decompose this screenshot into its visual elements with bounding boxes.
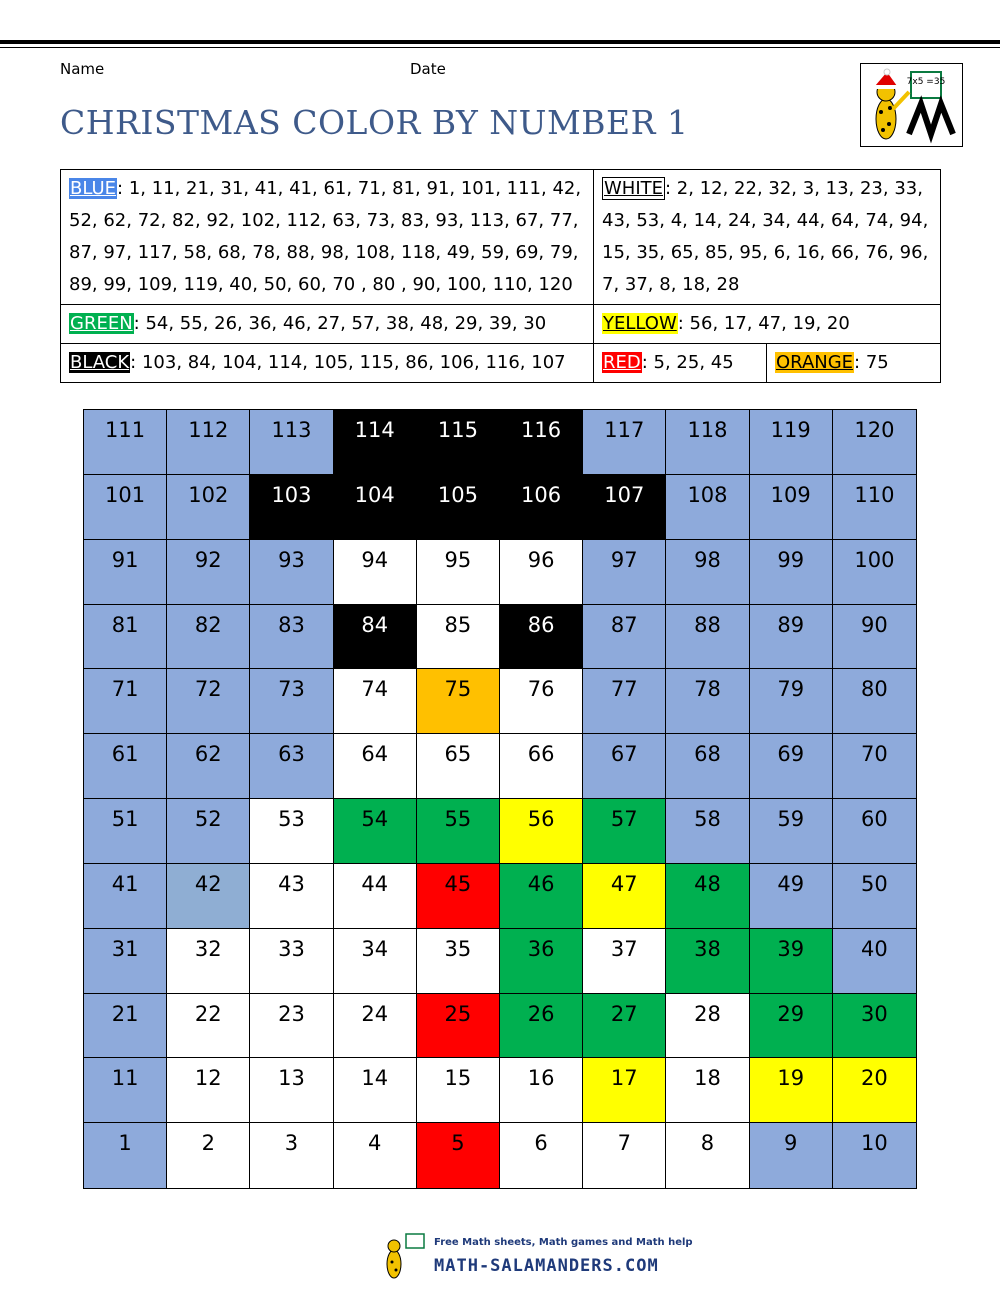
key-yellow bbox=[594, 305, 941, 344]
grid-cell-17: 17 bbox=[583, 1058, 666, 1123]
grid-cell-43: 43 bbox=[250, 864, 333, 929]
grid-cell-29: 29 bbox=[750, 994, 833, 1059]
grid-cell-28: 28 bbox=[666, 994, 749, 1059]
grid-cell-34: 34 bbox=[334, 929, 417, 994]
grid-cell-56: 56 bbox=[500, 799, 583, 864]
color-key-table bbox=[60, 169, 941, 383]
grid-cell-103: 103 bbox=[250, 475, 333, 540]
grid-cell-87: 87 bbox=[583, 605, 666, 670]
grid-cell-32: 32 bbox=[167, 929, 250, 994]
grid-cell-12: 12 bbox=[167, 1058, 250, 1123]
grid-cell-70: 70 bbox=[833, 734, 916, 799]
grid-cell-105: 105 bbox=[417, 475, 500, 540]
top-rule-thin bbox=[0, 47, 1000, 48]
grid-cell-97: 97 bbox=[583, 540, 666, 605]
grid-cell-24: 24 bbox=[334, 994, 417, 1059]
grid-cell-51: 51 bbox=[84, 799, 167, 864]
grid-cell-83: 83 bbox=[250, 605, 333, 670]
grid-cell-66: 66 bbox=[500, 734, 583, 799]
grid-cell-22: 22 bbox=[167, 994, 250, 1059]
grid-cell-6: 6 bbox=[500, 1123, 583, 1188]
grid-cell-37: 37 bbox=[583, 929, 666, 994]
key-black-label: BLACK bbox=[70, 352, 130, 373]
grid-cell-107: 107 bbox=[583, 475, 666, 540]
grid-cell-71: 71 bbox=[84, 669, 167, 734]
key-yellow-label: YELLOW bbox=[603, 313, 677, 334]
grid-cell-110: 110 bbox=[833, 475, 916, 540]
grid-cell-5: 5 bbox=[417, 1123, 500, 1188]
grid-cell-20: 20 bbox=[833, 1058, 916, 1123]
date-label: Date bbox=[410, 60, 446, 78]
grid-cell-113: 113 bbox=[250, 410, 333, 475]
grid-cell-73: 73 bbox=[250, 669, 333, 734]
grid-cell-84: 84 bbox=[334, 605, 417, 670]
grid-cell-62: 62 bbox=[167, 734, 250, 799]
grid-cell-8: 8 bbox=[666, 1123, 749, 1188]
grid-cell-77: 77 bbox=[583, 669, 666, 734]
grid-cell-31: 31 bbox=[84, 929, 167, 994]
grid-cell-117: 117 bbox=[583, 410, 666, 475]
grid-cell-72: 72 bbox=[167, 669, 250, 734]
key-red bbox=[594, 344, 767, 383]
key-white bbox=[594, 170, 941, 305]
key-green bbox=[61, 305, 594, 344]
grid-cell-119: 119 bbox=[750, 410, 833, 475]
grid-cell-75: 75 bbox=[417, 669, 500, 734]
grid-cell-4: 4 bbox=[334, 1123, 417, 1188]
grid-cell-36: 36 bbox=[500, 929, 583, 994]
key-orange-numbers: : 75 bbox=[854, 352, 889, 373]
grid-cell-95: 95 bbox=[417, 540, 500, 605]
grid-cell-91: 91 bbox=[84, 540, 167, 605]
grid-cell-106: 106 bbox=[500, 475, 583, 540]
key-red-label: RED bbox=[603, 352, 641, 373]
grid-cell-81: 81 bbox=[84, 605, 167, 670]
grid-cell-10: 10 bbox=[833, 1123, 916, 1188]
key-red-numbers: : 5, 25, 45 bbox=[641, 352, 734, 373]
grid-cell-52: 52 bbox=[167, 799, 250, 864]
grid-cell-59: 59 bbox=[750, 799, 833, 864]
key-white-label: WHITE bbox=[604, 178, 664, 199]
grid-cell-88: 88 bbox=[666, 605, 749, 670]
grid-cell-67: 67 bbox=[583, 734, 666, 799]
grid-cell-46: 46 bbox=[500, 864, 583, 929]
grid-cell-96: 96 bbox=[500, 540, 583, 605]
grid-cell-42: 42 bbox=[167, 864, 250, 929]
footer-salamander-icon bbox=[380, 1232, 428, 1282]
grid-cell-35: 35 bbox=[417, 929, 500, 994]
grid-cell-47: 47 bbox=[583, 864, 666, 929]
grid-cell-109: 109 bbox=[750, 475, 833, 540]
grid-cell-25: 25 bbox=[417, 994, 500, 1059]
grid-cell-11: 11 bbox=[84, 1058, 167, 1123]
grid-cell-58: 58 bbox=[666, 799, 749, 864]
grid-cell-40: 40 bbox=[833, 929, 916, 994]
key-orange-label: ORANGE bbox=[776, 352, 854, 373]
grid-cell-30: 30 bbox=[833, 994, 916, 1059]
color-number-grid bbox=[83, 409, 917, 1189]
key-black-numbers: : 103, 84, 104, 114, 105, 115, 86, 106, 116, 107 bbox=[130, 352, 566, 373]
grid-cell-116: 116 bbox=[500, 410, 583, 475]
grid-cell-18: 18 bbox=[666, 1058, 749, 1123]
grid-cell-21: 21 bbox=[84, 994, 167, 1059]
grid-cell-49: 49 bbox=[750, 864, 833, 929]
grid-cell-68: 68 bbox=[666, 734, 749, 799]
grid-cell-53: 53 bbox=[250, 799, 333, 864]
grid-cell-27: 27 bbox=[583, 994, 666, 1059]
grid-cell-102: 102 bbox=[167, 475, 250, 540]
grid-cell-38: 38 bbox=[666, 929, 749, 994]
top-rule bbox=[0, 40, 1000, 44]
grid-cell-64: 64 bbox=[334, 734, 417, 799]
grid-cell-15: 15 bbox=[417, 1058, 500, 1123]
grid-cell-108: 108 bbox=[666, 475, 749, 540]
grid-cell-45: 45 bbox=[417, 864, 500, 929]
grid-cell-50: 50 bbox=[833, 864, 916, 929]
footer-brand: MATH-SALAMANDERS.COM bbox=[434, 1256, 659, 1276]
grid-cell-80: 80 bbox=[833, 669, 916, 734]
key-black bbox=[61, 344, 594, 383]
key-blue-label: BLUE bbox=[70, 178, 117, 199]
key-blue bbox=[61, 170, 594, 305]
grid-cell-14: 14 bbox=[334, 1058, 417, 1123]
grid-cell-57: 57 bbox=[583, 799, 666, 864]
grid-cell-33: 33 bbox=[250, 929, 333, 994]
grid-cell-79: 79 bbox=[750, 669, 833, 734]
grid-cell-3: 3 bbox=[250, 1123, 333, 1188]
grid-cell-54: 54 bbox=[334, 799, 417, 864]
grid-cell-1: 1 bbox=[84, 1123, 167, 1188]
grid-cell-76: 76 bbox=[500, 669, 583, 734]
grid-cell-13: 13 bbox=[250, 1058, 333, 1123]
grid-cell-69: 69 bbox=[750, 734, 833, 799]
grid-cell-7: 7 bbox=[583, 1123, 666, 1188]
key-orange bbox=[767, 344, 941, 383]
key-blue-numbers: : 1, 11, 21, 31, 41, 41, 61, 71, 81, 91, 101, 111, 42, 52, 62, 72, 82, 92, 102, 112, 63, 73, 83, 93, 113, 67, 77, 87, 97, 117, 58, 68, 78, 88, 98, 108, 118, 49, 59, 69, 79, 89, 99, 109, 119, 40, 50, 60, 70 , 80 , 90, 100, 110, 120 bbox=[69, 178, 582, 295]
grid-cell-114: 114 bbox=[334, 410, 417, 475]
grid-cell-63: 63 bbox=[250, 734, 333, 799]
grid-cell-26: 26 bbox=[500, 994, 583, 1059]
grid-cell-78: 78 bbox=[666, 669, 749, 734]
grid-cell-112: 112 bbox=[167, 410, 250, 475]
grid-cell-118: 118 bbox=[666, 410, 749, 475]
key-green-numbers: : 54, 55, 26, 36, 46, 27, 57, 38, 48, 29, 39, 30 bbox=[133, 313, 547, 334]
grid-cell-65: 65 bbox=[417, 734, 500, 799]
grid-cell-39: 39 bbox=[750, 929, 833, 994]
grid-cell-60: 60 bbox=[833, 799, 916, 864]
grid-cell-74: 74 bbox=[334, 669, 417, 734]
grid-cell-19: 19 bbox=[750, 1058, 833, 1123]
grid-cell-104: 104 bbox=[334, 475, 417, 540]
grid-cell-90: 90 bbox=[833, 605, 916, 670]
page-title: CHRISTMAS COLOR BY NUMBER 1 bbox=[60, 103, 689, 142]
grid-cell-86: 86 bbox=[500, 605, 583, 670]
grid-cell-93: 93 bbox=[250, 540, 333, 605]
key-yellow-numbers: : 56, 17, 47, 19, 20 bbox=[677, 313, 850, 334]
grid-cell-111: 111 bbox=[84, 410, 167, 475]
grid-cell-92: 92 bbox=[167, 540, 250, 605]
grid-cell-2: 2 bbox=[167, 1123, 250, 1188]
grid-cell-85: 85 bbox=[417, 605, 500, 670]
grid-cell-82: 82 bbox=[167, 605, 250, 670]
grid-cell-16: 16 bbox=[500, 1058, 583, 1123]
key-white-numbers: : 2, 12, 22, 32, 3, 13, 23, 33, 43, 53, 4, 14, 24, 34, 44, 64, 74, 94, 15, 35, 65, 85, 95, 6, 16, 66, 76, 96, 7, 37, 8, 18, 28 bbox=[602, 178, 929, 295]
grid-cell-48: 48 bbox=[666, 864, 749, 929]
grid-cell-101: 101 bbox=[84, 475, 167, 540]
salamander-logo bbox=[860, 63, 963, 147]
grid-cell-61: 61 bbox=[84, 734, 167, 799]
grid-cell-44: 44 bbox=[334, 864, 417, 929]
grid-cell-23: 23 bbox=[250, 994, 333, 1059]
name-label: Name bbox=[60, 60, 105, 78]
grid-cell-100: 100 bbox=[833, 540, 916, 605]
salamander-logo-icon bbox=[861, 64, 962, 146]
grid-cell-94: 94 bbox=[334, 540, 417, 605]
grid-cell-99: 99 bbox=[750, 540, 833, 605]
grid-cell-98: 98 bbox=[666, 540, 749, 605]
grid-cell-115: 115 bbox=[417, 410, 500, 475]
grid-cell-89: 89 bbox=[750, 605, 833, 670]
grid-cell-41: 41 bbox=[84, 864, 167, 929]
grid-cell-55: 55 bbox=[417, 799, 500, 864]
logo-board-text: 7x5 =35 bbox=[906, 77, 946, 87]
grid-cell-9: 9 bbox=[750, 1123, 833, 1188]
footer-tagline: Free Math sheets, Math games and Math help bbox=[434, 1237, 693, 1248]
grid-cell-120: 120 bbox=[833, 410, 916, 475]
key-green-label: GREEN bbox=[70, 313, 133, 334]
